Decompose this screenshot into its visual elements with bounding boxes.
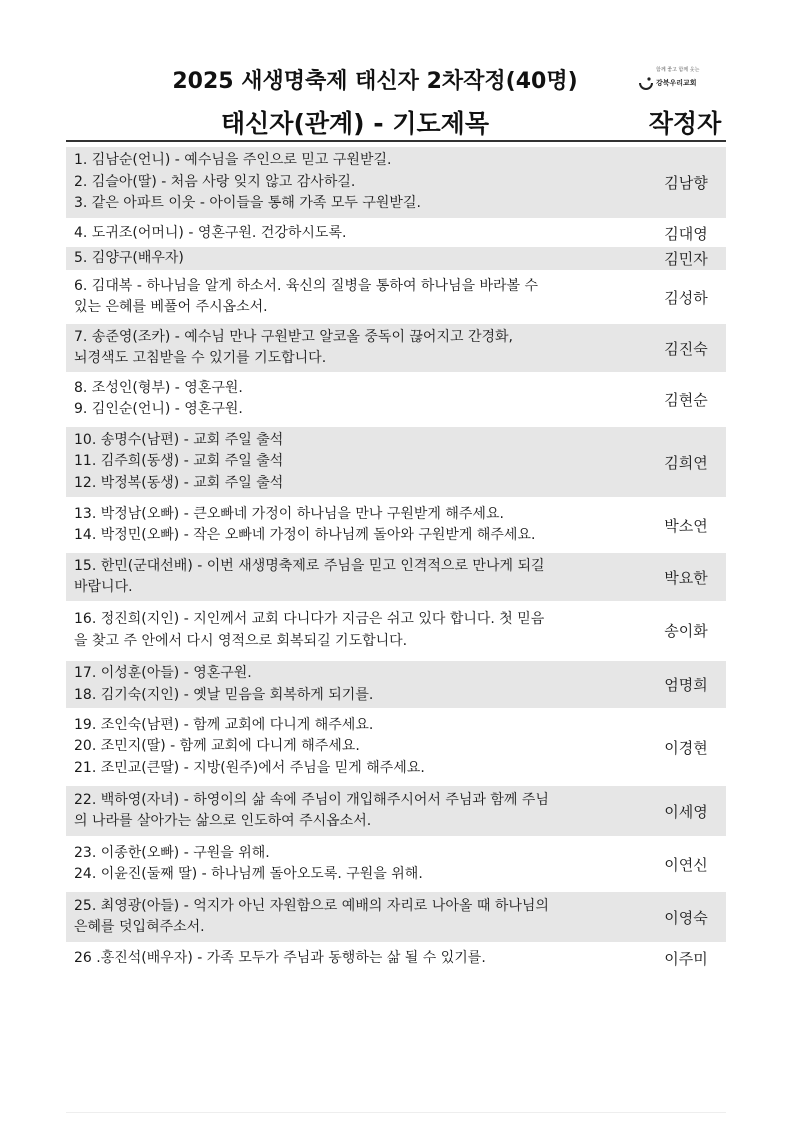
prayer-line: 있는 은혜를 베풀어 주시옵소서. bbox=[74, 299, 268, 315]
author-cell: 송이화 bbox=[664, 622, 708, 640]
header-divider bbox=[66, 140, 726, 142]
author-cell: 김현순 bbox=[664, 390, 708, 409]
table-row bbox=[66, 946, 726, 971]
author-cell: 김성하 bbox=[664, 288, 708, 307]
table-row bbox=[66, 500, 726, 550]
prayer-line: 4. 도귀조(어머니) - 영혼구원. 건강하시도록. bbox=[74, 224, 347, 241]
prayer-line: 바랍니다. bbox=[74, 579, 133, 595]
prayer-cell bbox=[66, 715, 646, 780]
prayer-line: 22. 백하영(자녀) - 하영이의 삶 속에 주님이 개입해주시어서 주님과 함께 주님 bbox=[74, 791, 549, 808]
prayer-cell bbox=[66, 248, 646, 270]
footer-divider bbox=[66, 1112, 726, 1113]
prayer-line: 13. 박정남(오빠) - 큰오빠네 가정이 하나님을 만나 구원받게 해주세요. bbox=[74, 505, 504, 522]
church-logo bbox=[636, 66, 706, 98]
prayer-line: 6. 김대복 - 하나님을 알게 하소서. 육신의 질병을 통하여 하나님을 바라볼 수 bbox=[74, 277, 539, 294]
prayer-line: 12. 박정복(동생) - 교회 주일 출석 bbox=[74, 474, 284, 491]
header-author: 작정자 bbox=[648, 109, 722, 138]
prayer-line: 21. 조민교(큰딸) - 지방(원주)에서 주님을 믿게 해주세요. bbox=[74, 759, 425, 776]
prayer-line: 26 .홍진석(배우자) - 가족 모두가 주님과 동행하는 삶 될 수 있기를. bbox=[74, 949, 486, 966]
prayer-line: 3. 같은 아파트 이웃 - 아이들을 통해 가족 모두 구원받길. bbox=[74, 195, 421, 212]
header-prayer-title: 태신자(관계) - 기도제목 bbox=[221, 109, 489, 138]
author-cell: 김진숙 bbox=[664, 339, 708, 358]
prayer-line: 11. 김주희(동생) - 교회 주일 출석 bbox=[74, 453, 284, 470]
table-row bbox=[66, 222, 726, 245]
prayer-cell bbox=[66, 150, 646, 215]
table-row bbox=[66, 273, 726, 321]
prayer-line: 15. 한민(군대선배) - 이번 새생명축제로 주님을 믿고 인격적으로 만나게 되길 bbox=[74, 557, 545, 574]
prayer-cell bbox=[66, 843, 646, 886]
prayer-cell bbox=[66, 948, 646, 970]
author-cell: 김대영 bbox=[664, 225, 708, 243]
prayer-line: 9. 김인순(언니) - 영혼구원. bbox=[74, 401, 243, 417]
logo-church-name: 강북우리교회 bbox=[656, 79, 697, 87]
table-header bbox=[66, 100, 726, 140]
prayer-line: 5. 김양구(배우자) bbox=[74, 249, 184, 266]
logo-tagline: 함께 좋고 함께 웃는 bbox=[656, 67, 700, 73]
table-row bbox=[66, 892, 726, 942]
prayer-line: 25. 최영광(아들) - 억지가 아닌 자원함으로 예배의 자리로 나아올 때 하나님의 bbox=[74, 897, 549, 914]
prayer-line: 18. 김기숙(지인) - 옛날 믿음을 회복하게 되기를. bbox=[74, 686, 374, 703]
prayer-line: 24. 이윤진(둘째 딸) - 하나님께 돌아오도록. 구원을 위해. bbox=[74, 866, 423, 882]
prayer-line: 8. 조성인(형부) - 영혼구원. bbox=[74, 379, 243, 396]
prayer-line: 14. 박정민(오빠) - 작은 오빠네 가정이 하나님께 돌아와 구원받게 해주세요. bbox=[74, 527, 536, 543]
prayer-line: 23. 이종한(오빠) - 구원을 위해. bbox=[74, 844, 270, 861]
table-row bbox=[66, 661, 726, 708]
prayer-cell bbox=[66, 430, 646, 495]
prayer-cell bbox=[66, 276, 646, 319]
table-row bbox=[66, 711, 726, 783]
table-row bbox=[66, 840, 726, 888]
table-row bbox=[66, 553, 726, 601]
prayer-cell bbox=[66, 327, 646, 370]
author-cell: 김희연 bbox=[664, 453, 708, 472]
prayer-line: 1. 김남순(언니) - 예수님을 주인으로 믿고 구원받길. bbox=[74, 152, 392, 169]
prayer-line: 10. 송명수(남편) - 교회 주일 출석 bbox=[74, 431, 284, 448]
prayer-line: 16. 정진희(지인) - 지인께서 교회 다니다가 지금은 쉬고 있다 합니다. 첫 믿음 bbox=[74, 611, 545, 627]
table-row bbox=[66, 375, 726, 423]
author-cell: 이경현 bbox=[664, 738, 708, 757]
author-cell: 이세영 bbox=[664, 802, 708, 821]
prayer-cell bbox=[66, 790, 646, 833]
prayer-cell bbox=[66, 609, 646, 652]
author-cell: 박소연 bbox=[664, 516, 708, 535]
table-row bbox=[66, 147, 726, 218]
table-row bbox=[66, 786, 726, 836]
prayer-line: 7. 송준영(조카) - 예수님 만나 구원받고 알코올 중독이 끊어지고 간경화, bbox=[74, 328, 513, 345]
prayer-cell bbox=[66, 896, 646, 939]
prayer-cell bbox=[66, 556, 646, 599]
prayer-cell bbox=[66, 504, 646, 547]
prayer-cell bbox=[66, 663, 646, 706]
prayer-line: 19. 조인숙(남편) - 함께 교회에 다니게 해주세요. bbox=[74, 716, 374, 733]
table-row bbox=[66, 247, 726, 270]
prayer-line: 은혜를 덧입혀주소서. bbox=[74, 919, 205, 935]
table-row bbox=[66, 427, 726, 497]
author-cell: 박요한 bbox=[664, 568, 708, 587]
prayer-cell bbox=[66, 223, 646, 245]
author-cell: 김민자 bbox=[664, 250, 708, 268]
table-row bbox=[66, 324, 726, 372]
table-row bbox=[66, 604, 726, 657]
author-cell: 김남향 bbox=[664, 174, 708, 192]
church-logo-icon bbox=[638, 75, 654, 91]
prayer-line: 17. 이성훈(아들) - 영혼구원. bbox=[74, 665, 252, 681]
prayer-cell bbox=[66, 378, 646, 421]
prayer-line: 의 나라를 살아가는 삶으로 인도하여 주시옵소서. bbox=[74, 813, 372, 829]
prayer-line: 2. 김슬아(딸) - 처음 사랑 잊지 않고 감사하길. bbox=[74, 173, 356, 190]
prayer-line: 을 찾고 주 안에서 다시 영적으로 회복되길 기도합니다. bbox=[74, 632, 408, 649]
author-cell: 엄명희 bbox=[664, 676, 708, 694]
prayer-line: 20. 조민지(딸) - 함께 교회에 다니게 해주세요. bbox=[74, 738, 360, 755]
page-title: 2025 새생명축제 태신자 2차작정(40명) bbox=[172, 69, 578, 94]
author-cell: 이연신 bbox=[664, 855, 708, 874]
author-cell: 이주미 bbox=[664, 950, 708, 968]
prayer-line: 뇌경색도 고침받을 수 있기를 기도합니다. bbox=[74, 350, 327, 366]
author-cell: 이영숙 bbox=[664, 908, 708, 927]
